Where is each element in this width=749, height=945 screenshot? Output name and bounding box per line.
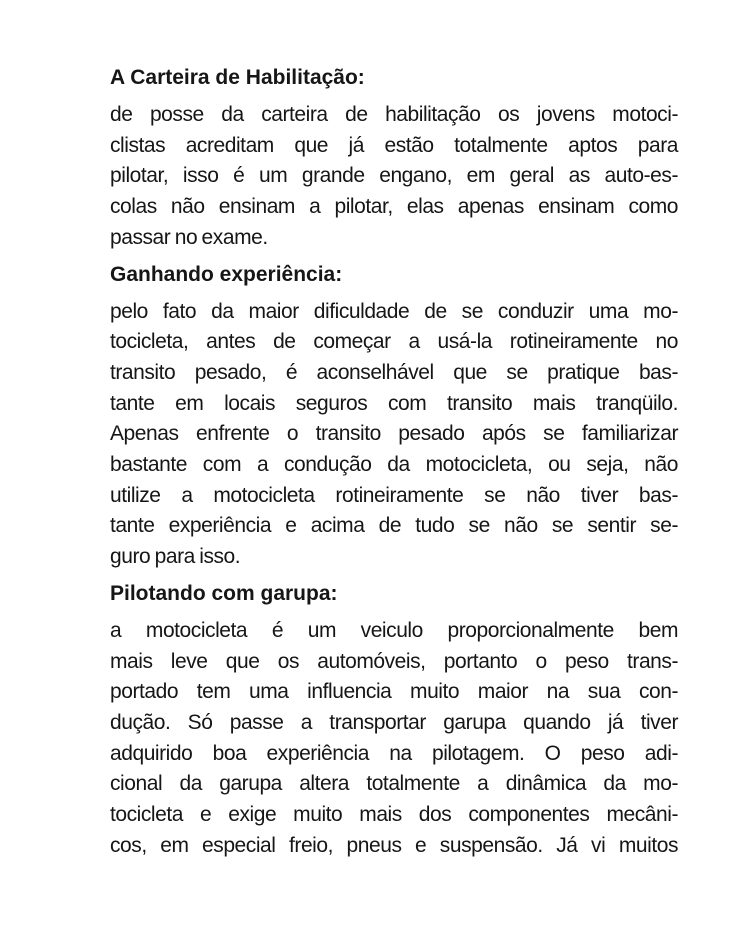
- text-line: transito pesado, é aconselhável que se pratique bas-: [110, 360, 678, 384]
- document-page: [110, 63, 678, 867]
- text-line: passar no exame.: [110, 225, 268, 249]
- text-line: adquirido boa experiência na pilotagem. O peso adi-: [110, 741, 678, 765]
- text-line: guro para isso.: [110, 545, 241, 569]
- section-paragraph: [110, 297, 678, 573]
- text-line: Apenas enfrente o transito pesado após se familiarizar: [110, 422, 678, 446]
- text-line: tocicleta, antes de começar a usá-la rotineiramente no: [110, 330, 678, 354]
- section-garupa: [110, 579, 678, 862]
- text-line: tante experiência e acima de tudo se não se sentir se-: [110, 514, 678, 538]
- section-heading: A Carteira de Habilitação:: [110, 66, 365, 89]
- text-line: a motocicleta é um veiculo proporcionalmente bem: [110, 618, 678, 642]
- text-line: dução. Só passe a transportar garupa quando já tiver: [110, 710, 678, 734]
- section-paragraph: [110, 100, 678, 254]
- text-line: utilize a motocicleta rotineiramente se não tiver bas-: [110, 483, 678, 507]
- text-line: pilotar, isso é um grande engano, em geral as auto-es-: [110, 164, 678, 188]
- section-heading: Pilotando com garupa:: [110, 581, 338, 605]
- text-line: pelo fato da maior dificuldade de se conduzir uma mo-: [110, 299, 678, 323]
- text-line: cos, em especial freio, pneus e suspensão. Já vi muitos: [110, 833, 678, 857]
- text-line: cional da garupa altera totalmente a dinâmica da mo-: [110, 772, 678, 796]
- section-paragraph: [110, 616, 678, 862]
- section-carteira: [110, 63, 678, 254]
- text-line: tante em locais seguros com transito mais tranqüilo.: [110, 391, 678, 415]
- text-line: tocicleta e exige muito mais dos componentes mecâni-: [110, 803, 678, 827]
- section-heading: Ganhando experiência:: [110, 262, 343, 286]
- text-line: clistas acreditam que já estão totalmente aptos para: [110, 133, 678, 157]
- text-line: portado tem uma influencia muito maior na sua con-: [110, 680, 678, 704]
- text-line: colas não ensinam a pilotar, elas apenas ensinam como: [110, 195, 678, 219]
- text-line: bastante com a condução da motocicleta, ou seja, não: [110, 453, 678, 477]
- section-experiencia: [110, 260, 678, 573]
- text-line: de posse da carteira de habilitação os jovens motoci-: [110, 103, 678, 126]
- text-line: mais leve que os automóveis, portanto o peso trans-: [110, 649, 678, 673]
